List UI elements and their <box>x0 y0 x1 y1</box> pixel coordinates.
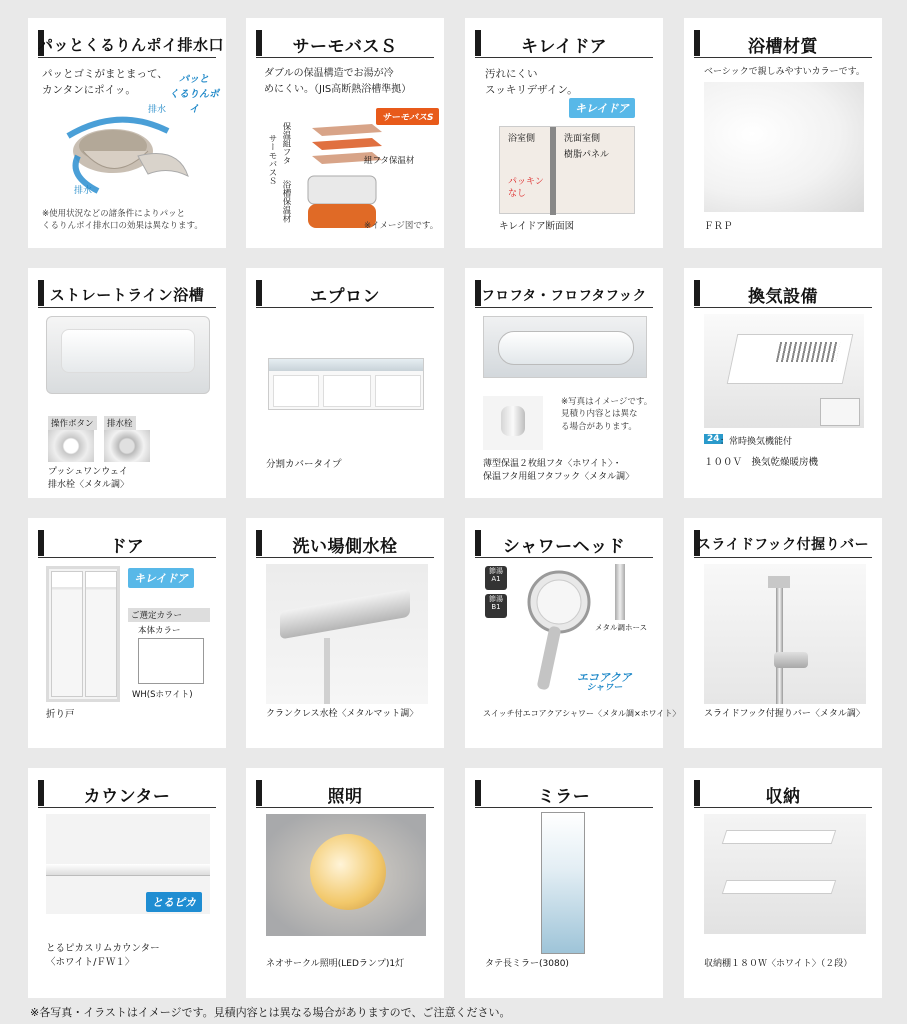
water-saving-tag-a1: 節湯 A1 <box>485 566 507 590</box>
card-straight-tub <box>28 268 226 498</box>
card-title: 収納 <box>765 787 801 807</box>
kirei-door-badge: キレイドア <box>569 98 635 118</box>
grab-bar-image <box>704 564 866 704</box>
bar-pole <box>776 582 783 704</box>
card-title: 浴槽材質 <box>748 37 818 57</box>
apron-panel-3 <box>375 375 421 407</box>
door-panel-left <box>51 571 83 697</box>
card-kirei-door <box>465 18 663 248</box>
drain-plug-image <box>104 430 150 462</box>
faucet-image <box>266 564 428 704</box>
apron-panel-2 <box>323 375 371 407</box>
card-title-box <box>38 28 225 58</box>
eco-logo-line1: エコアクア <box>577 671 632 684</box>
vent-badge-number: 24 <box>704 434 723 444</box>
card-title: ミラー <box>537 787 591 807</box>
bar-top-bracket <box>768 576 790 588</box>
label-lid: 保温組フタ <box>281 122 291 165</box>
card-ventilation <box>684 268 882 498</box>
card-faucet <box>246 518 444 748</box>
card-caption: スライドフック付握りバー〈メタル調〉 <box>704 709 865 719</box>
card-title: ドア <box>109 537 145 557</box>
card-grab-bar <box>684 518 882 748</box>
torupika-badge: とるピカ <box>146 892 202 912</box>
label-operation-button: 操作ボタン <box>48 416 97 430</box>
card-caption: 折り戸 <box>46 709 75 720</box>
mirror-image <box>541 812 585 954</box>
card-title: スライドフック付握りバー <box>696 537 870 553</box>
apron-panel-1 <box>273 375 319 407</box>
label-drain-plug: 排水栓 <box>104 416 136 430</box>
frp-tub-image <box>704 82 864 212</box>
ceiling-light-image <box>266 814 426 936</box>
card-description: ベーシックで親しみやすいカラーです。 <box>704 67 865 77</box>
card-caption: クランクレス水栓〈メタルマット調〉 <box>266 709 419 719</box>
card-description: 汚れにくい スッキリデザイン。 <box>485 68 578 97</box>
card-title-box <box>475 778 653 808</box>
label-thermo: サーモバスＳ <box>267 134 277 185</box>
button-image <box>48 430 94 462</box>
color-header: ご選定カラー <box>128 608 210 622</box>
card-title: カウンター <box>83 787 171 807</box>
card-title-box <box>475 28 653 58</box>
ventilation-unit-image <box>704 314 864 428</box>
card-title-box <box>256 28 434 58</box>
card-note: ※イメージ図です。 <box>364 221 439 231</box>
label-lid-material: 組フタ保温材 <box>364 156 415 166</box>
card-title-box <box>475 278 653 308</box>
card-title: 洗い場側水栓 <box>292 537 398 557</box>
apron-image <box>268 358 424 410</box>
card-title-box <box>694 778 872 808</box>
card-title: ストレートライン浴槽 <box>49 286 205 304</box>
hook-knob <box>501 406 525 436</box>
label-tub: 浴槽保温材 <box>281 180 291 223</box>
label-no-packing: パッキン なし <box>508 177 544 199</box>
door-center-line <box>550 127 556 215</box>
card-thermobath <box>246 18 444 248</box>
bath-lid-image <box>483 316 647 378</box>
lid-hook-image <box>483 396 543 450</box>
card-title-box <box>256 278 434 308</box>
card-title: シャワーヘッド <box>502 537 626 557</box>
card-caption: キレイドア断面図 <box>499 221 575 232</box>
card-caption: タテ長ミラー(3080) <box>485 959 569 969</box>
card-title-box <box>256 778 434 808</box>
color-label: 本体カラー <box>138 626 181 636</box>
door-section-diagram <box>499 126 635 214</box>
door-panel-right <box>85 571 117 697</box>
faucet-body <box>280 589 410 640</box>
eco-aqua-logo <box>577 672 632 694</box>
card-shower-head <box>465 518 681 748</box>
bar-slide-hook <box>774 652 808 668</box>
color-swatch <box>138 638 204 684</box>
card-title-box <box>38 528 216 558</box>
card-title-box <box>475 528 653 558</box>
card-mirror <box>465 768 663 998</box>
card-caption: 分割カバータイプ <box>266 459 342 470</box>
card-title: パッとくるりんポイ排水口 <box>38 36 225 54</box>
thermobath-diagram-image <box>302 120 392 232</box>
card-bath-lid <box>465 268 663 498</box>
lid-surface <box>498 331 634 365</box>
counter-shelf <box>46 864 210 876</box>
folding-door-image <box>46 566 120 702</box>
vent-badge-text: ：常時換気機能付 <box>720 437 793 447</box>
tub-inner <box>61 329 195 373</box>
card-caption: プッシュワンウェイ 排水栓〈メタル調〉 <box>48 467 130 491</box>
vent-remote <box>820 398 860 426</box>
card-storage <box>684 768 882 998</box>
logo-line2: くるりんポイ <box>169 89 219 115</box>
hose-label: メタル調ホース <box>595 623 648 632</box>
color-name: WH(Sホワイト) <box>132 690 193 700</box>
card-caption: ＦＲＰ <box>704 221 733 232</box>
card-title-box <box>38 778 216 808</box>
card-caption: スイッチ付エコアクアシャワー〈メタル調×ホワイト〉 <box>483 709 681 718</box>
card-title-box <box>694 528 872 558</box>
logo-line1: パッと <box>179 74 209 85</box>
card-title: サーモバスＳ <box>292 37 398 57</box>
footer-disclaimer: ※各写真・イラストはイメージです。見積内容とは異なる場合がありますので、ご注意ください。 <box>30 1006 511 1019</box>
storage-shelf-image <box>704 814 866 934</box>
straight-tub-image <box>46 316 210 394</box>
shelf-lower <box>722 880 837 894</box>
card-title: 換気設備 <box>748 287 818 307</box>
card-title-box <box>694 28 872 58</box>
card-note: ※写真はイメージです。 見積り内容とは異な る場合があります。 <box>561 397 653 432</box>
card-caption: ネオサークル照明(LEDランプ)1灯 <box>266 959 405 969</box>
card-lighting <box>246 768 444 998</box>
drain-label-top: 排水 <box>148 105 167 115</box>
label-wash-side: 洗面室側 <box>564 134 601 144</box>
water-saving-tag-b1: 節湯 B1 <box>485 594 507 618</box>
card-title: エプロン <box>310 287 380 307</box>
card-description: パッとゴミがまとまって、 カンタンにポイッ。 <box>42 68 168 97</box>
card-description: ダブルの保温構造でお湯が冷 めにくい。（JIS高断熱浴槽準拠） <box>264 68 412 95</box>
label-bath-side: 浴室側 <box>508 134 536 144</box>
card-apron <box>246 268 444 498</box>
card-title-box <box>38 278 216 308</box>
card-drain <box>28 18 226 248</box>
label-resin-panel: 樹脂パネル <box>564 150 610 160</box>
card-caption: とるピカスリムカウンター 〈ホワイト/ＦＷ１〉 <box>46 943 160 968</box>
card-title: 照明 <box>327 787 363 807</box>
apron-top <box>269 359 424 371</box>
card-door <box>28 518 226 748</box>
hose-image <box>615 564 625 620</box>
card-title: フロフタ・フロフタフック <box>481 288 647 304</box>
kirei-door-badge: キレイドア <box>128 568 194 588</box>
eco-logo-line2: シャワー <box>586 683 623 694</box>
thermobath-badge: サーモバスS <box>376 108 439 125</box>
vent-grille <box>776 342 840 362</box>
card-caption: 薄型保温２枚組フタ〈ホワイト〉・ 保温フタ用組フタフック〈メタル調〉 <box>483 459 635 483</box>
card-title: キレイドア <box>521 37 607 57</box>
light-dome <box>310 834 386 910</box>
drain-label-bottom: 排水 <box>74 186 93 196</box>
card-note: ※使用状況などの諸条件によりパッと くるりんポイ排水口の効果は異なります。 <box>42 209 203 232</box>
shelf-upper <box>722 830 837 844</box>
faucet-pipe <box>324 638 330 704</box>
card-counter <box>28 768 226 998</box>
card-title-box <box>694 278 872 308</box>
card-caption: １００Ｖ 換気乾燥暖房機 <box>704 457 819 468</box>
card-tub-material <box>684 18 882 248</box>
card-title-box <box>256 528 434 558</box>
card-caption: 収納棚１８０Ｗ〈ホワイト〉（２段） <box>704 959 853 969</box>
